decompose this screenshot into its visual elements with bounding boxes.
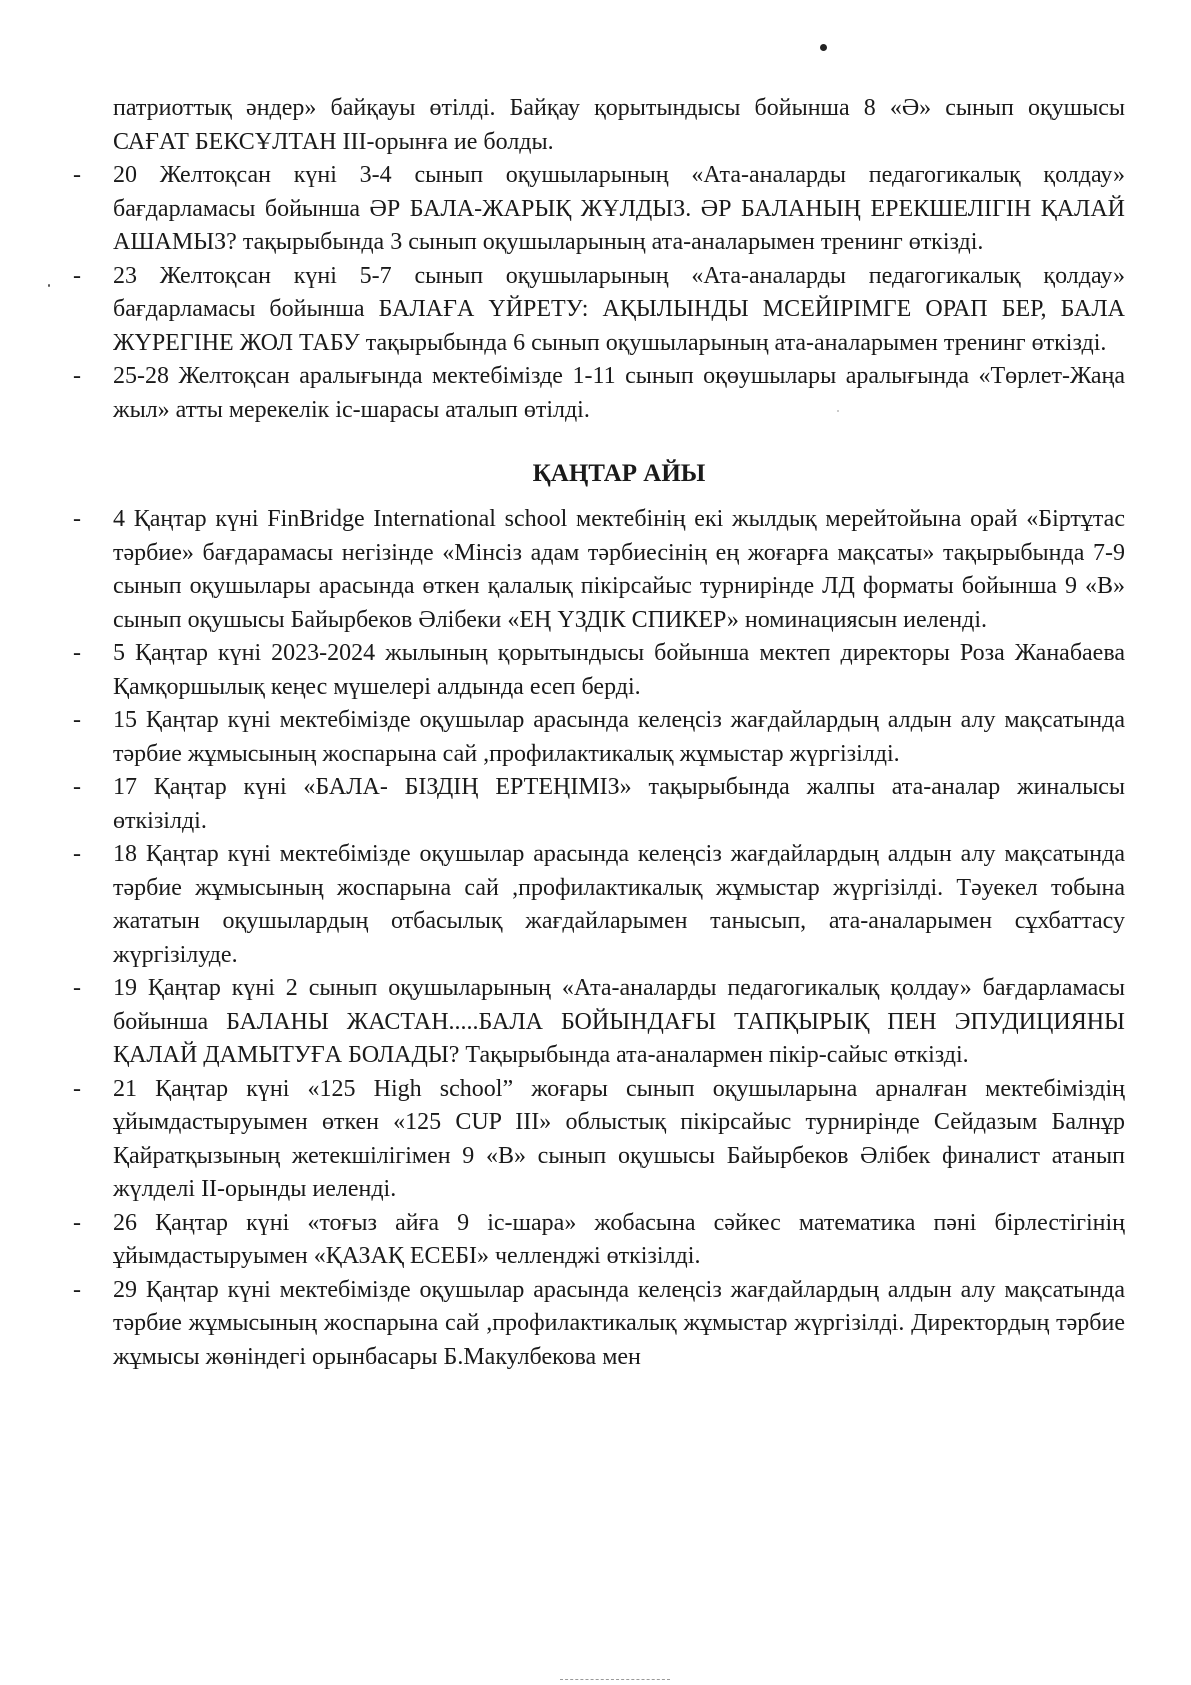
intro-paragraph: патриоттық әндер» байқауы өтілді. Байқау қорытындысы бойынша 8 «Ә» сынып оқушысы САҒАТ БЕКСҰЛТАН III-орынға ие болды. [113,95,1125,155]
list-dash: - [73,1075,81,1102]
list-item-text: 15 Қаңтар күні мектебімізде оқушылар арасында келеңсіз жағдайлардың алдын алу мақсатында тәрбие жұмысының жоспарына сай ,профилактикалық жұмыстар жүргізілді. [113,707,1125,767]
list-item-text: 26 Қаңтар күні «тоғыз айға 9 іс-шара» жобасына сәйкес математика пәні бірлестігінің ұйымдастыруымен «ҚАЗАҚ ЕСЕБІ» челленджі өткізілді. [113,1209,1125,1269]
list-item [70,260,1125,361]
list-item-text: 21 Қаңтар күні «125 High school” жоғары сынып оқушыларына арналған мектебіміздің ұйымдастыруымен өткен «125 CUP III» облыстық пікірсайыс турнирінде Сейдазым Балнұр Қайратқызының жетекшілігімен 9 «В» сынып оқушысы Байырбеков Әлібек финалист атанып жүлделі ІІ-орынды иеленді. [113,1075,1125,1202]
list-item [70,1207,1125,1274]
list-item-text: 20 Желтоқсан күні 3-4 сынып оқушыларының «Ата-аналарды педагогикалық қолдау» бағдарламасы бойынша ӘР БАЛА-ЖАРЫҚ ЖҰЛДЫЗ. ӘР БАЛАНЫҢ ЕРЕКШЕЛІГІН ҚАЛАЙ АШАМЫЗ? тақырыбында 3 сынып оқушыларының ата-аналарымен тренинг өткізді. [113,162,1125,255]
page-bottom-divider [560,1679,670,1681]
scan-dot-mark [820,44,827,51]
january-list [70,503,1125,1374]
list-item [70,972,1125,1073]
list-item-text: 23 Желтоқсан күні 5-7 сынып оқушыларының «Ата-аналарды педагогикалық қолдау» бағдарламасы бойынша БАЛАҒА ҮЙРЕТУ: АҚЫЛЫНДЫ МСЕЙІРІМГЕ ОРАП БЕР, БАЛА ЖҮРЕГІНЕ ЖОЛ ТАБУ тақырыбында 6 сынып оқушыларының ата-аналарымен тренинг өткізді. [113,262,1125,356]
december-list [70,159,1125,427]
list-dash: - [73,1209,81,1236]
list-item [70,1274,1125,1375]
list-dash: - [73,774,81,800]
document-body [70,92,1125,1374]
list-dash: - [73,506,81,532]
section-heading: ҚАҢТАР АЙЫ [532,460,706,487]
list-item-text: 25-28 Желтоқсан аралығында мектебімізде 1-11 сынып оқөушылары аралығында «Төрлет-Жаңа жыл» атты мерекелік іс-шарасы аталып өтілді. [113,363,1125,423]
list-dash: - [73,1276,81,1303]
list-item-text: 5 Қаңтар күні 2023-2024 жылының қорытындысы бойынша мектеп директоры Роза Жанабаева Қамқоршылық кеңес мүшелері алдында есеп берді. [113,640,1125,700]
list-dash: - [73,640,81,666]
list-dash: - [73,975,81,1001]
list-item-text: 19 Қаңтар күні 2 сынып оқушыларының «Ата-аналарды педагогикалық қолдау» бағдарламасы бойынша БАЛАНЫ ЖАСТАН.....БАЛА БОЙЫНДАҒЫ ТАПҚЫРЫҚ ПЕН ЭПУДИЦИЯНЫ ҚАЛАЙ ДАМЫТУҒА БОЛАДЫ? Тақырыбында ата-аналармен пікір-сайыс өткізді. [113,975,1125,1068]
list-item-text: 29 Қаңтар күні мектебімізде оқушылар арасында келеңсіз жағдайлардың алдын алу мақсатында тәрбие жұмысының жоспарына сай ,профилактикалық жұмыстар жүргізілді. Директордың тәрбие жұмысы жөніндегі орынбасары Б.Макулбекова мен [113,1276,1125,1370]
scan-speck [48,284,50,287]
list-item [70,637,1125,704]
list-item-text: 17 Қаңтар күні «БАЛА- БІЗДІҢ ЕРТЕҢІМІЗ» тақырыбында жалпы ата-аналар жиналысы өткізілді. [113,774,1125,834]
list-dash: - [73,262,81,289]
list-item [70,360,1125,427]
list-item [70,1073,1125,1207]
list-dash: - [73,162,81,188]
list-item [70,503,1125,637]
list-item [70,838,1125,972]
list-dash: - [73,363,81,389]
list-dash: - [73,707,81,733]
list-item [70,771,1125,838]
list-dash: - [73,841,81,867]
list-item-text: 18 Қаңтар күні мектебімізде оқушылар арасында келеңсіз жағдайлардың алдын алу мақсатында тәрбие жұмысының жоспарына сай ,профилактикалық жұмыстар жүргізілді. Тәуекел тобына жататын оқушылардың отбасылық жағдайларымен танысып, ата-аналарымен сұхбаттасу жүргізілуде. [113,841,1125,968]
list-item-text: 4 Қаңтар күні FinBridge International school мектебінің екі жылдық мерейтойына орай «Біртұтас тәрбие» бағдарамасы негізінде «Мінсіз адам тәрбиесінің ең жоғарға мақсаты» тақырыбында 7-9 сынып оқушылары арасында өткен қалалық пікірсайыс турнирінде ЛД форматы бойынша 9 «В» сынып оқушысы Байырбеков Әлібеки «ЕҢ ҮЗДІК СПИКЕР» номинациясын иеленді. [113,506,1125,633]
list-item [70,159,1125,260]
list-item [70,704,1125,771]
